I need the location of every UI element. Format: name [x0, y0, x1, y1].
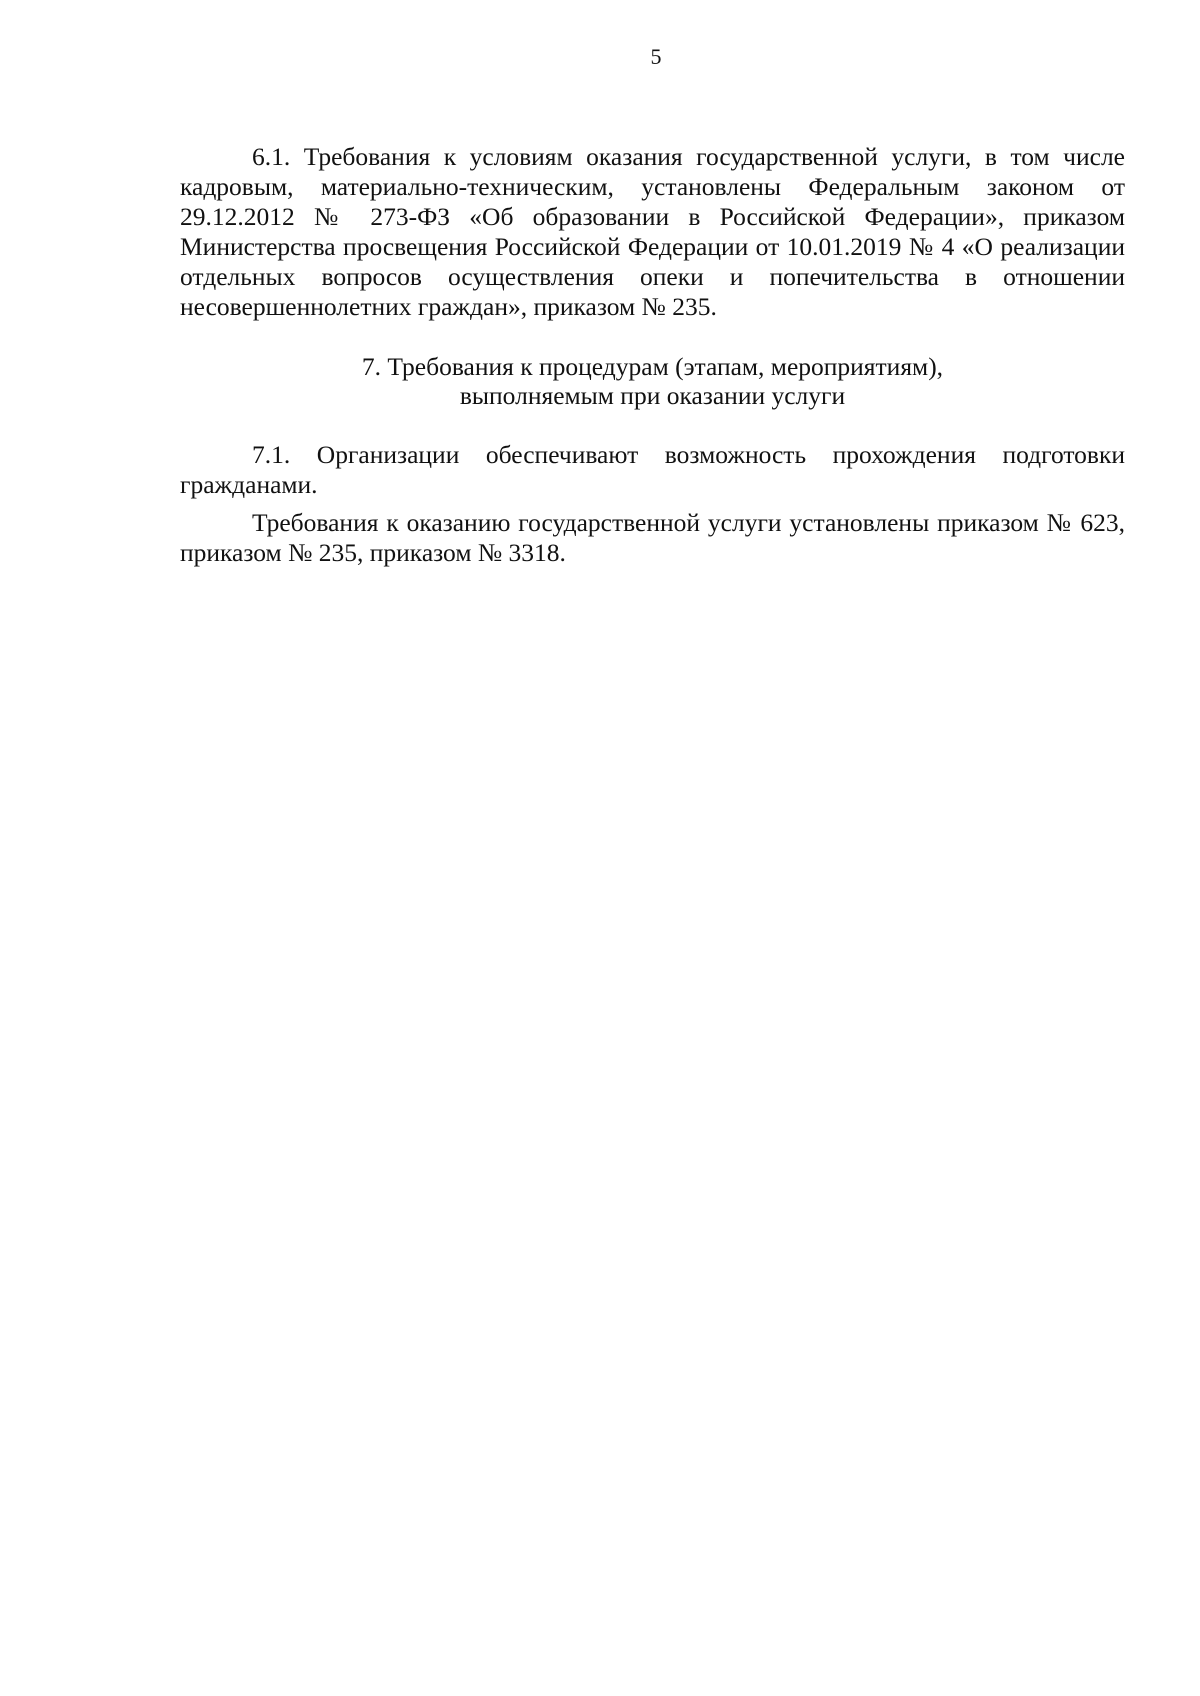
- paragraph-6-1: 6.1. Требования к условиям оказания государственной услуги, в том числе кадровым, материально-техническим, установлены Федеральным законом от 29.12.2012 № 273-ФЗ «Об образовании в Российской Федерации», приказом Министерства просвещения Российской Федерации от 10.01.2019 № 4 «О реализации отдельных вопросов осуществления опеки и попечительства в отношении несовершеннолетних граждан», приказом № 235.: [180, 142, 1125, 321]
- section-7-heading: [180, 352, 1125, 410]
- section-7-heading-line-2: выполняемым при оказании услуги: [459, 381, 846, 410]
- paragraph-7-1: 7.1. Организации обеспечивают возможность прохождения подготовки гражданами.: [180, 440, 1125, 499]
- paragraph-7-requirements: Требования к оказанию государственной услуги установлены приказом № 623, приказом № 235, приказом № 3318.: [180, 508, 1125, 567]
- document-body: [180, 142, 1125, 568]
- section-7-heading-line-1: 7. Требования к процедурам (этапам, мероприятиям),: [361, 352, 944, 381]
- page-number: 5: [650, 44, 662, 69]
